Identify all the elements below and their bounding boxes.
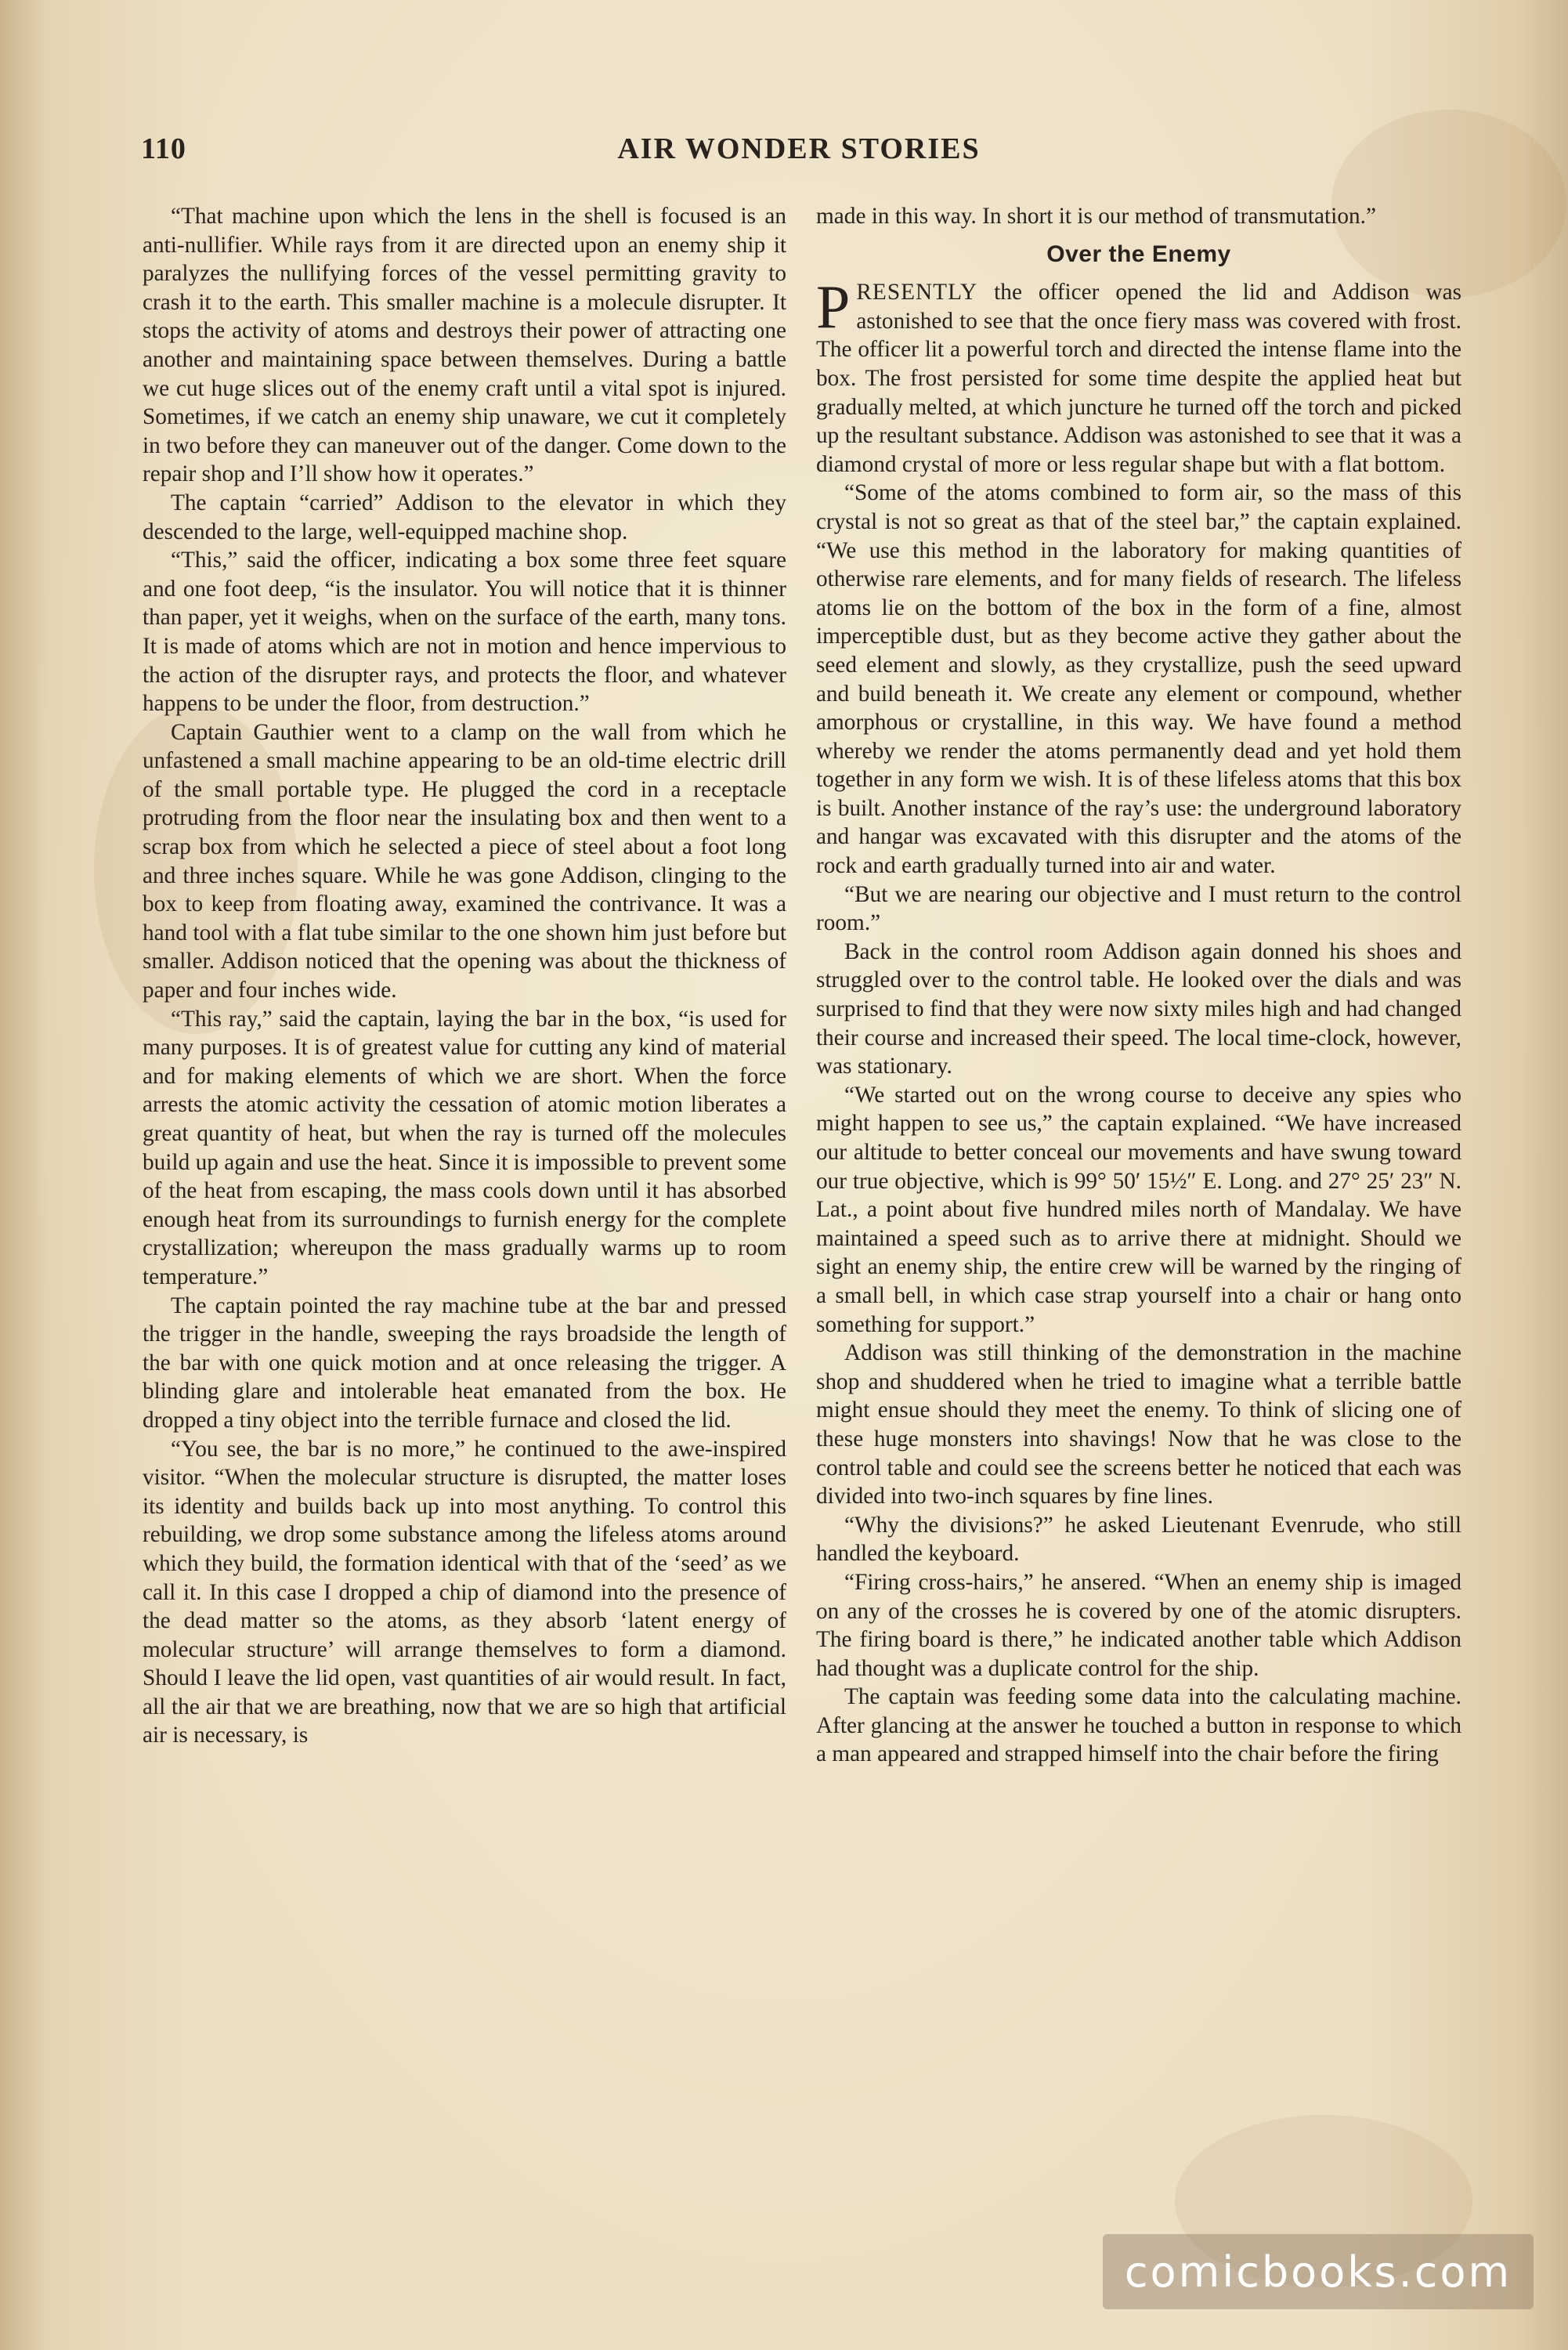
magazine-title: AIR WONDER STORIES bbox=[617, 132, 981, 165]
paragraph: “This,” said the officer, indicating a box some three feet square and one foot deep, “is the insulator. You will notice that it is thinner than paper, yet it weighs, when on the surface of the earth, many tons. It is made of atoms which are not in motion and hence impervious to the action of the disrupter rays, and protects the floor, and whatever happens to be under the floor, from destruction.” bbox=[143, 548, 786, 717]
paragraph: Addison was still thinking of the demonstration in the machine shop and shuddered when he tried to imagine what a terrible battle might ensue should they meet the enemy. To think of slicing one of these huge monsters into shavings! Now that he was close to the control table and could see the screens better he noticed that each was divided into two-inch squares by fine lines. bbox=[816, 1340, 1461, 1509]
paragraph: “This ray,” said the captain, laying the bar in the box, “is used for many purposes. It is of greatest value for cutting any kind of material and for making elements of which we are short. When the force arrests the atomic activity the cessation of atomic motion liberates a great quantity of heat, but when the ray is turned off the molecules build up again and use the heat. Since it is impossible to prevent some of the heat from escaping, the mass cools down until it has absorbed enough heat from its surroundings to furnish energy for the complete crystallization; whereupon the mass gradually warms up to room temperature.” bbox=[143, 1006, 786, 1289]
left-column bbox=[143, 202, 786, 1750]
paragraph-dropcap bbox=[816, 273, 1461, 479]
paragraph: Back in the control room Addison again donned his shoes and struggled over to the control table. He looked over the dials and was surprised to find that they were now sixty miles high and had changed their course and increased their speed. The local time-clock, however, was stationary. bbox=[816, 938, 1461, 1079]
paragraph: “Some of the atoms combined to form air, so the mass of this crystal is not so great as that of the steel bar,” the captain explained. “We use this method in the laboratory for making quantities of otherwise rare elements, and for many fields of research. The lifeless atoms lie on the bottom of the box in the form of a fine, almost imperceptible dust, but as they become active they gather about the seed element and slowly, as they crystallize, push the seed upward and build beneath it. We create any element or compound, whether amorphous or crystalline, in this way. We have found a method whereby we render the atoms permanently dead and yet hold them together in any form we wish. It is of these lifeless atoms that this box is built. Another instance of the ray’s use: the underground laboratory and hangar was excavated with this disrupter and the atoms of the rock and earth gradually turned into air and water. bbox=[816, 480, 1461, 879]
paragraph: “Why the divisions?” he asked Lieutenant Evenrude, who still handled the keyboard. bbox=[816, 1512, 1461, 1567]
paragraph: Captain Gauthier went to a clamp on the wall from which he unfastened a small machine appearing to be an old-time electric drill of the small portable type. He plugged the cord in a receptacle protruding from the floor near the insulating box and then went to a scrap box from which he selected a piece of steel about a foot long and three inches square. While he was gone Addison, clinging to the box to keep from floating away, examined the contrivance. It was a hand tool with a flat tube similar to the one shown him just before but smaller. Addison noticed that the opening was about the thickness of paper and four inches wide. bbox=[143, 719, 786, 1003]
paragraph: The captain was feeding some data into the calculating machine. After glancing at the answer he touched a button in response to which a man appeared and strapped himself into the chair before the firing bbox=[816, 1684, 1461, 1767]
paragraph: “But we are nearing our objective and I must return to the control room.” bbox=[816, 881, 1461, 936]
paragraph: The captain “carried” Addison to the elevator in which they descended to the large, well-equipped machine shop. bbox=[143, 490, 786, 544]
section-heading: Over the Enemy bbox=[1046, 240, 1231, 267]
paragraph-text: the officer opened the lid and Addison was astonished to see that the once fiery mass was covered with frost. The officer lit a powerful torch and directed the intense flame into the box. The frost persisted for some time despite the applied heat but gradually melted, at which juncture he turned off the torch and picked up the resultant substance. Addison was astonished to see that it was a diamond crystal of more or less regular shape but with a flat bottom. bbox=[816, 280, 1461, 477]
paragraph: “Firing cross-hairs,” he ansered. “When an enemy ship is imaged on any of the crosses he is covered by one of the atomic disrupters. The firing board is there,” he indicated another table which Addison had thought was a duplicate control for the ship. bbox=[816, 1569, 1461, 1681]
paragraph: “We started out on the wrong course to deceive any spies who might happen to see us,” the captain explained. “We have increased our altitude to better conceal our movements and have swung toward our true objective, which is 99° 50′ 15½″ E. Long. and 27° 25′ 23″ N. Lat., a point about five hundred miles north of Mandalay. We have maintained a speed such as to arrive there at midnight. Should we sight an enemy ship, the entire crew will be warned by the ringing of a small bell, in which case strap yourself into a chair or hang onto something for support.” bbox=[816, 1082, 1461, 1337]
paragraph: The captain pointed the ray machine tube at the bar and pressed the trigger in the handle, sweeping the rays broadside the length of the bar with one quick motion and at once releasing the trigger. A blinding glare and intolerable heat emanated from the box. He dropped a tiny object into the terrible furnace and closed the lid. bbox=[143, 1292, 786, 1433]
page-header bbox=[141, 132, 1457, 179]
paragraph: “That machine upon which the lens in the shell is focused is an anti-nullifier. While rays from it are directed upon an enemy ship it paralyzes the nullifying forces of the vessel permitting gravity to crash it to the earth. This smaller machine is a molecule disrupter. It stops the activity of atoms and destroys their power of attracting one another and maintaining space between themselves. During a battle we cut huge slices out of the enemy craft until a vital spot is injured. Sometimes, if we catch an enemy ship unaware, we cut it completely in two before they can maneuver out of the danger. Come down to the repair shop and I’ll show how it operates.” bbox=[143, 204, 786, 487]
paragraph-continuation: made in this way. In short it is our method of transmutation.” bbox=[816, 204, 1376, 229]
drop-cap-word: RESENTLY bbox=[856, 280, 978, 306]
paragraph: “You see, the bar is no more,” he continued to the awe-inspired visitor. “When the molecular structure is disrupted, the matter loses its identity and builds back up into most anything. To control this rebuilding, we drop some substance among the lifeless atoms around which they build, the formation identical with that of the ‘seed’ as we call it. In this case I dropped a chip of diamond into the presence of the dead matter so the atoms, as they absorb ‘latent energy of molecular structure’ will arrange themselves to form a diamond. Should I leave the lid open, vast quantities of air would result. In fact, all the air that we are breathing, now that we are so high that artificial air is necessary, is bbox=[143, 1436, 786, 1748]
drop-cap-letter: P bbox=[816, 273, 851, 342]
site-watermark: comicbooks.com bbox=[1103, 2234, 1534, 2309]
page-number: 110 bbox=[141, 132, 186, 165]
right-column bbox=[816, 202, 1461, 1769]
